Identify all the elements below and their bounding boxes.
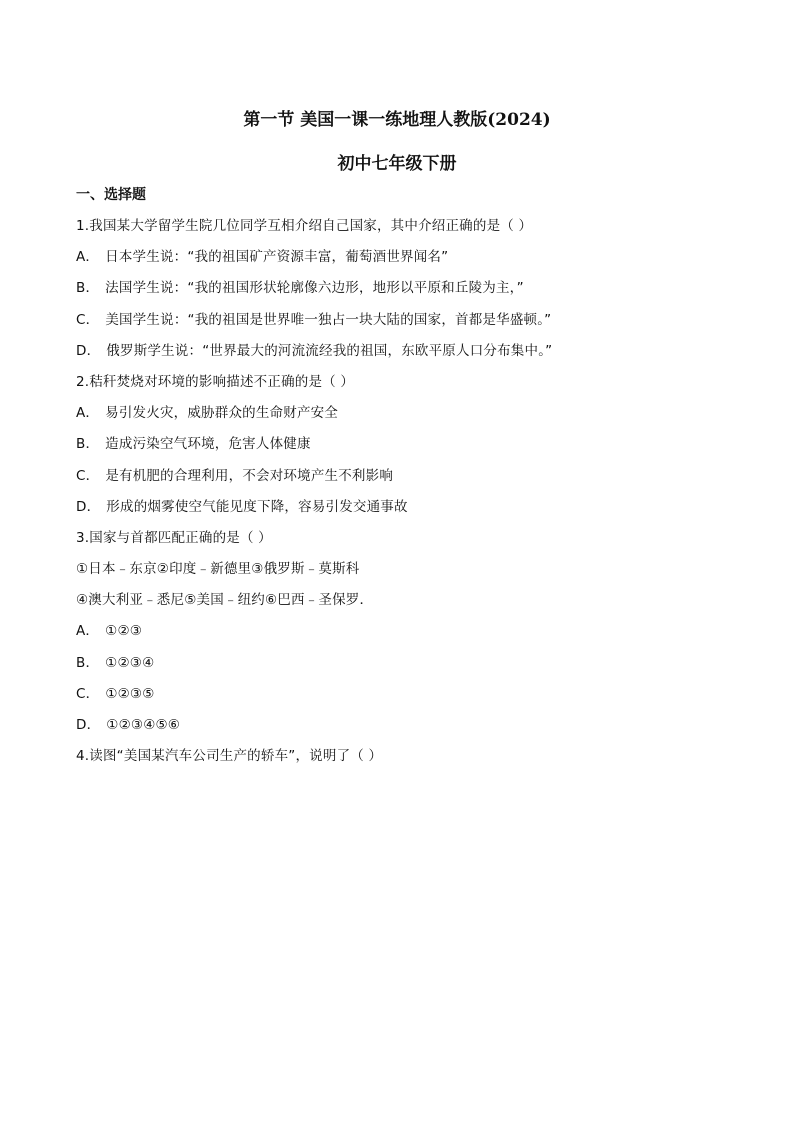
- question-1-stem: 1.我国某大学留学生院几位同学互相介绍自己国家，其中介绍正确的是（ ）: [76, 218, 533, 234]
- question-3-stem: 3.国家与首都匹配正确的是（ ）: [76, 529, 272, 546]
- question-3-option-c: [76, 683, 736, 714]
- option-text: ①②③④: [105, 654, 155, 671]
- section-heading: 一、选择题: [76, 187, 146, 203]
- option-text: 形成的烟雾使空气能见度下降，容易引发交通事故: [106, 498, 408, 515]
- question-4-stem: 4.读图“美国某汽车公司生产的轿车”，说明了（ ）: [76, 748, 383, 765]
- question-list: [76, 184, 736, 776]
- option-letter: A．: [76, 623, 100, 640]
- option-text: ①②③⑤: [105, 685, 155, 702]
- option-letter: B．: [76, 654, 100, 671]
- option-text: ①②③④⑤⑥: [106, 717, 181, 733]
- question-2-option-d: [76, 496, 736, 527]
- option-text: 美国学生说：“我的祖国是世界唯一独占一块大陆的国家，首都是华盛顿。”: [105, 311, 552, 328]
- question-1-option-b: [76, 277, 736, 308]
- option-letter: C．: [76, 685, 100, 702]
- question-3-list-line-2: ④澳大利亚﹣悉尼⑤美国﹣纽约⑥巴西﹣圣保罗．: [76, 592, 374, 609]
- question-2-option-b: [76, 433, 736, 464]
- question-1-option-a: [76, 246, 736, 277]
- option-letter: D．: [76, 342, 101, 359]
- question-2-option-c: [76, 465, 736, 496]
- question-3-option-d: [76, 714, 736, 745]
- question-3-list-line-1: ①日本﹣东京②印度﹣新德里③俄罗斯﹣莫斯科: [76, 561, 360, 578]
- option-text: 是有机肥的合理利用，不会对环境产生不利影响: [105, 467, 394, 484]
- option-letter: C．: [76, 311, 100, 328]
- option-letter: D．: [76, 498, 101, 515]
- option-text: 易引发火灾，威胁群众的生命财产安全: [105, 405, 339, 422]
- option-letter: B．: [76, 436, 100, 453]
- option-letter: D．: [76, 717, 101, 733]
- document-title: 第一节 美国一课一练地理人教版(2024): [243, 110, 551, 130]
- question-1-option-d: [76, 340, 736, 371]
- option-letter: A．: [76, 249, 100, 266]
- option-text: 俄罗斯学生说：“世界最大的河流流经我的祖国，东欧平原人口分布集中。”: [106, 342, 553, 359]
- question-1-option-c: [76, 309, 736, 340]
- option-text: ①②③: [105, 623, 143, 640]
- question-2-stem: 2.秸秆焚烧对环境的影响描述不正确的是（ ）: [76, 373, 355, 390]
- option-text: 法国学生说：“我的祖国形状轮廓像六边形，地形以平原和丘陵为主，”: [105, 280, 524, 297]
- option-text: 造成污染空气环境，危害人体健康: [105, 436, 311, 453]
- option-text: 日本学生说：“我的祖国矿产资源丰富，葡萄酒世界闻名”: [105, 249, 449, 266]
- question-3-option-b: [76, 652, 736, 683]
- option-letter: B．: [76, 280, 100, 297]
- question-2-option-a: [76, 402, 736, 433]
- option-letter: A．: [76, 405, 100, 422]
- question-3-option-a: [76, 620, 736, 651]
- document-subtitle: 初中七年级下册: [337, 154, 457, 174]
- option-letter: C．: [76, 467, 100, 484]
